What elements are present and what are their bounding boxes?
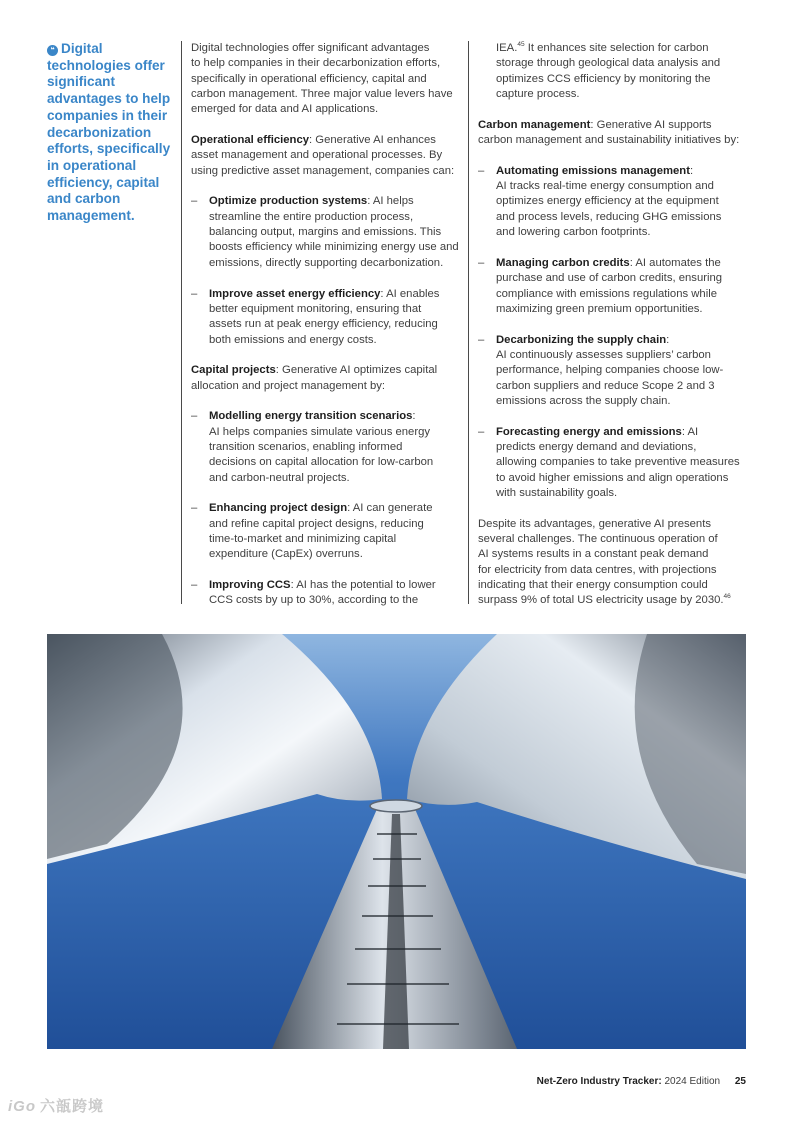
- page-footer: [537, 1076, 746, 1087]
- pipeline-photo: [47, 634, 746, 1049]
- operational-efficiency-paragraph: Operational efficiency: Generative AI enhances asset management and operational processes. By using predictive asset management, companies can:: [191, 134, 455, 177]
- bullet-emissions-management: – Automating emissions management: AI tracks real-time energy consumption and optimizes energy efficiency at the equipment and process levels, reducing GHG emissions and lowering carbon footprints.: [478, 164, 722, 239]
- closing-paragraph: Despite its advantages, generative AI presents several challenges. The continuous operation of AI systems results in a constant peak demand for electricity from data centres, with projections indicating that their energy consumption could surpass 9% of total US electricity usage by 2030.46: [478, 517, 731, 607]
- footnote-ref-45: 45: [517, 41, 525, 48]
- bullet-energy-transition-scenarios: – Modelling energy transition scenarios: AI helps companies simulate various energy transition scenarios, enabling informed decisions on capital allocation for low-carbon and carbon-neutral projects.: [191, 410, 434, 484]
- text-column-2: [478, 41, 750, 609]
- footnote-ref-46: 46: [723, 593, 731, 601]
- carbon-management-paragraph: Carbon management: Generative AI supports carbon management and sustainability initiatives by:: [478, 118, 740, 147]
- bullet-supply-chain: – Decarbonizing the supply chain: AI continuously assesses suppliers’ carbon performance, helping companies choose low- carbon suppliers and reduce Scope 2 and 3 emissions across the supply chain.: [478, 333, 724, 407]
- intro-paragraph: Digital technologies offer significant advantages to help companies in their decarbonization efforts, specifically in operational efficiency, capital and carbon management. Three major value levers have emerged for data and AI applications.: [191, 42, 453, 116]
- publication-title: Net-Zero Industry Tracker:: [536, 1076, 662, 1087]
- column-divider-left: [181, 41, 182, 604]
- bullet-improving-ccs: – Improving CCS: AI has the potential to lower CCS costs by up to 30%, according to the: [191, 579, 436, 607]
- bullet-asset-energy-efficiency: – Improve asset energy efficiency: AI enables better equipment monitoring, ensuring that assets run at peak energy efficiency, reducing both emissions and energy costs.: [191, 287, 440, 346]
- column-divider-right: [468, 41, 469, 604]
- page-number: 25: [734, 1076, 746, 1087]
- watermark: [8, 1095, 104, 1116]
- edition-label: 2024 Edition: [664, 1076, 721, 1087]
- pull-quote: [47, 41, 173, 225]
- ccs-continuation: IEA.$^{45}$ It enhances site selection for carbon storage through geological data analysis and optimizes CCS efficiency by monitoring the capture process.: [496, 41, 721, 101]
- text-column-1: [191, 41, 463, 609]
- watermark-logo: iGo: [8, 1098, 36, 1115]
- capital-projects-paragraph: Capital projects: Generative AI optimizes capital allocation and project management by:: [191, 364, 438, 392]
- bullet-forecasting: – Forecasting energy and emissions: AI predicts energy demand and deviations, allowing companies to take preventive measures to avoid higher emissions and align operations with sustainability goals.: [478, 425, 740, 499]
- bullet-optimize-production: – Optimize production systems: AI helps streamline the entire production process, balancing output, margins and emissions. This boosts efficiency while minimizing energy use and emissions, directly supporting decarbonization.: [191, 195, 459, 269]
- pull-quote-text: Digital technologies offer significant advantages to help companies in their decarbonization efforts, specifically in operational efficiency, capital and carbon management.: [47, 41, 171, 224]
- bullet-carbon-credits: – Managing carbon credits: AI automates the purchase and use of carbon credits, ensuring compliance with emissions regulations while maximizing green premium opportunities.: [478, 256, 723, 315]
- quote-icon: ❝: [47, 45, 58, 56]
- bullet-project-design: – Enhancing project design: AI can generate and refine capital project designs, reducing time-to-market and minimizing capital expenditure (CapEx) overruns.: [191, 502, 433, 561]
- watermark-text: 六瓿跨境: [40, 1098, 105, 1115]
